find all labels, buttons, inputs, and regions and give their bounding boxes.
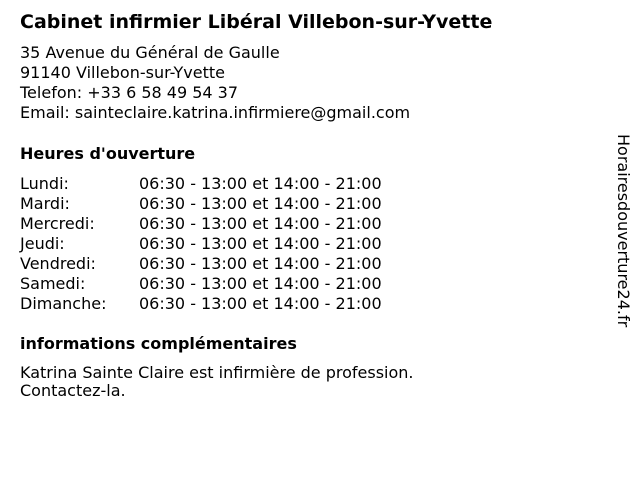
day-label: Samedi:	[20, 274, 86, 293]
time-range: 06:30 - 13:00 et 14:00 - 21:00	[139, 174, 382, 193]
day-label: Lundi:	[20, 174, 69, 193]
day-label: Mardi:	[20, 194, 70, 213]
info-heading: informations complémentaires	[20, 334, 297, 353]
time-range: 06:30 - 13:00 et 14:00 - 21:00	[139, 234, 382, 253]
site-watermark: Horairesdouverture24.fr	[614, 134, 633, 328]
day-label: Dimanche:	[20, 294, 107, 313]
hours-row-friday	[20, 254, 382, 274]
opening-hours-table	[20, 174, 382, 314]
hours-row-monday	[20, 174, 382, 194]
info-line-1: Katrina Sainte Claire est infirmière de profession.	[20, 363, 414, 382]
contact-block	[20, 43, 410, 123]
hours-row-thursday	[20, 234, 382, 254]
hours-row-saturday	[20, 274, 382, 294]
address-line-2: 91140 Villebon-sur-Yvette	[20, 63, 225, 82]
time-range: 06:30 - 13:00 et 14:00 - 21:00	[139, 274, 382, 293]
day-label: Mercredi:	[20, 214, 95, 233]
time-range: 06:30 - 13:00 et 14:00 - 21:00	[139, 254, 382, 273]
day-label: Jeudi:	[20, 234, 65, 253]
address-line-1: 35 Avenue du Général de Gaulle	[20, 43, 280, 62]
hours-row-sunday	[20, 294, 382, 314]
time-range: 06:30 - 13:00 et 14:00 - 21:00	[139, 214, 382, 233]
time-range: 06:30 - 13:00 et 14:00 - 21:00	[139, 194, 382, 213]
business-name: Cabinet infirmier Libéral Villebon-sur-Yvette	[20, 11, 493, 33]
day-label: Vendredi:	[20, 254, 96, 273]
hours-heading: Heures d'ouverture	[20, 144, 196, 163]
hours-row-wednesday	[20, 214, 382, 234]
info-text	[20, 364, 414, 400]
email-address[interactable]: Email: sainteclaire.katrina.infirmiere@gmail.com	[20, 103, 411, 122]
hours-row-tuesday	[20, 194, 382, 214]
time-range: 06:30 - 13:00 et 14:00 - 21:00	[139, 294, 382, 313]
phone-number[interactable]: Telefon: +33 6 58 49 54 37	[20, 83, 239, 102]
info-line-2: Contactez-la.	[20, 381, 126, 400]
